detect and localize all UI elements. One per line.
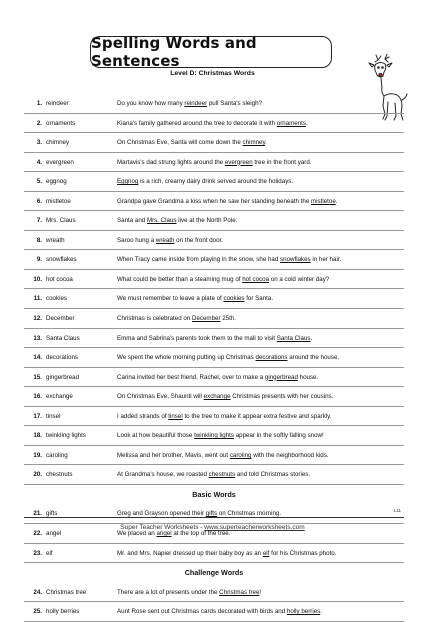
example-sentence [117, 133, 267, 153]
spelling-word: holly berries [46, 608, 80, 616]
word-row [24, 289, 404, 309]
sentence-text: . [305, 119, 308, 127]
christmas-words-list [24, 94, 404, 485]
sentence-text: in her hair. [310, 256, 342, 264]
word-number: 18. [33, 432, 42, 440]
example-sentence [117, 231, 223, 251]
example-sentence [117, 602, 322, 622]
spelling-list [24, 94, 404, 622]
underlined-word: Eggnog [117, 178, 139, 186]
footer-prefix: Super Teacher Worksheets - [120, 524, 205, 531]
word-number: 16. [33, 393, 42, 401]
word-row [24, 368, 404, 388]
underlined-word: Christmas tree [219, 588, 260, 596]
word-number: 21. [33, 510, 42, 518]
example-sentence [117, 544, 336, 564]
underlined-word: Mrs. Claus [146, 217, 177, 225]
footer-divider [24, 517, 404, 518]
sentence-text: . [335, 197, 338, 205]
challenge-words-list [24, 583, 404, 622]
word-row [24, 94, 404, 114]
word-number: 2. [36, 119, 42, 127]
spelling-word: gifts [46, 510, 58, 518]
example-sentence [117, 211, 237, 231]
spelling-word: December [46, 315, 75, 323]
word-number: 6. [36, 197, 42, 205]
example-sentence [117, 387, 333, 407]
underlined-word: chestnuts [208, 471, 236, 479]
word-number: 25. [33, 608, 42, 616]
spelling-word: wreath [46, 236, 65, 244]
word-row [24, 211, 404, 231]
spelling-word: snowflakes [46, 256, 77, 264]
spelling-word: Santa Claus [46, 334, 80, 342]
sentence-text: I added strands of [117, 412, 169, 420]
sentence-text: We spent the whole morning putting up Christmas [117, 354, 256, 362]
underlined-word: reindeer [184, 100, 208, 107]
word-row [24, 544, 404, 564]
spelling-word: chestnuts [46, 471, 73, 479]
sentence-text: and told Christmas stories. [235, 471, 311, 479]
example-sentence [117, 329, 312, 349]
example-sentence [117, 172, 293, 192]
word-number: 12. [33, 315, 42, 323]
footer-link[interactable]: www.superteacherworksheets.com [204, 524, 305, 531]
word-row [24, 426, 404, 446]
sentence-text: for his Christmas photo. [269, 549, 337, 557]
sentence-text: We must remember to leave a plate of [117, 295, 224, 303]
underlined-word: twinkling lights [194, 432, 234, 440]
sentence-text: Grandpa gave Grandma a kiss when he saw her standing beneath the [117, 197, 311, 205]
basic-words-list [24, 504, 404, 563]
word-number: 19. [33, 451, 42, 459]
underlined-word: exchange [203, 393, 231, 401]
spelling-word: mistletoe [46, 197, 71, 205]
spelling-word: chimney [46, 139, 70, 147]
example-sentence [117, 426, 324, 446]
example-sentence [117, 407, 332, 427]
sentence-text: Saroo hung a [117, 236, 156, 244]
sentence-text: appear in the softly falling snow! [233, 432, 324, 440]
example-sentence [117, 368, 318, 388]
spelling-word: Christmas tree [46, 588, 87, 596]
underlined-word: December [191, 315, 221, 323]
page-subtitle: Level D: Christmas Words [170, 70, 255, 77]
sentence-text: Santa and [117, 217, 147, 225]
underlined-word: holly berries [286, 608, 321, 616]
word-number: 23. [33, 549, 42, 557]
spelling-word: reindeer [46, 100, 69, 107]
sentence-text: Mr. and Mrs. Napier dressed up their baby boy as an [117, 549, 263, 557]
sentence-text: Do you know how many [117, 100, 185, 107]
word-number: 8. [36, 236, 42, 244]
spelling-word: tinsel [46, 412, 61, 420]
sentence-text: live at the North Pole. [176, 217, 238, 225]
sentence-text: on a cold winter day? [269, 275, 330, 283]
word-row [24, 172, 404, 192]
challenge-words-heading: Challenge Words [184, 568, 244, 578]
sentence-text: On Christmas Eve, Shaunti will [117, 393, 204, 401]
sentence-text: Carina invited her best friend, Rachel, over to make a [117, 373, 265, 381]
underlined-word: mistletoe [311, 197, 336, 205]
word-number: 5. [36, 178, 42, 186]
sentence-text: tree in the front yard. [252, 158, 312, 166]
spelling-word: evergreen [46, 158, 74, 166]
sentence-text: On Christmas Eve, Santa will come down the [117, 139, 243, 147]
sentence-text: for Santa. [244, 295, 274, 303]
footer [0, 524, 425, 531]
page-title: Spelling Words and Sentences [90, 36, 332, 68]
word-row [24, 583, 404, 603]
sentence-text: Emma and Sabrina's parents took them to the mall to visit [117, 334, 277, 342]
word-row [24, 133, 404, 153]
example-sentence [117, 270, 329, 290]
word-number: 24. [33, 588, 42, 596]
row-divider [24, 562, 404, 563]
sentence-text: Aunt Rose sent out Christmas cards decorated with birds and [117, 608, 287, 616]
underlined-word: hot cocoa [242, 275, 270, 283]
spelling-word: angel [46, 529, 62, 537]
underlined-word: ornaments [276, 119, 306, 127]
word-row [24, 309, 404, 329]
sentence-text: Look at how beautiful those [117, 432, 195, 440]
sentence-text: What could be better than a steaming mug of [117, 275, 243, 283]
sentence-text: Christmas presents with her cousins. [230, 393, 334, 401]
word-number: 10. [33, 275, 42, 283]
word-row [24, 387, 404, 407]
sentence-text: around the house. [287, 354, 340, 362]
word-row [24, 231, 404, 251]
underlined-word: cookies [223, 295, 245, 303]
word-row [24, 504, 404, 524]
spelling-word: elf [46, 549, 53, 557]
underlined-word: chimney [242, 139, 266, 147]
word-row [24, 250, 404, 270]
sentence-text: with the neighborhood kids. [251, 451, 329, 459]
sentence-text: . [320, 608, 322, 616]
spelling-word: decorations [46, 354, 78, 362]
word-row [24, 153, 404, 173]
sentence-text: house. [297, 373, 319, 381]
sentence-text: to the tree to make it appear extra festive and sparkly. [182, 412, 332, 420]
spelling-word: exchange [46, 393, 73, 401]
sentence-text: When Tracy came inside from playing in the snow, she had [117, 256, 281, 264]
word-row [24, 465, 404, 485]
word-number: 1. [36, 100, 42, 107]
spelling-word: ornaments [46, 119, 76, 127]
underlined-word: wreath [155, 236, 175, 244]
spelling-word: caroling [46, 451, 68, 459]
sentence-text: at the top of the tree. [171, 529, 231, 537]
example-sentence [117, 309, 236, 329]
sentence-text: At Grandma's house, we roasted [117, 471, 209, 479]
word-row [24, 270, 404, 290]
example-sentence [117, 250, 341, 270]
word-number: 3. [36, 139, 42, 147]
sentence-text: Kiana's family gathered around the tree to decorate it with [117, 119, 277, 127]
example-sentence [117, 192, 338, 212]
sentence-text: . [265, 139, 267, 147]
word-number: 4. [36, 158, 42, 166]
example-sentence [117, 114, 308, 134]
word-row [24, 329, 404, 349]
word-number: 13. [33, 334, 42, 342]
sentence-text: Christmas is celebrated on [117, 315, 192, 323]
example-sentence [117, 348, 339, 368]
example-sentence [117, 583, 261, 603]
word-row [24, 446, 404, 466]
sentence-text: is a rich, creamy dairy drink served around the holidays. [138, 178, 294, 186]
underlined-word: evergreen [224, 158, 253, 166]
example-sentence [117, 504, 281, 524]
underlined-word: caroling [229, 451, 252, 459]
underlined-word: tinsel [168, 412, 183, 420]
underlined-word: gifts [205, 510, 218, 518]
underlined-word: decorations [255, 354, 288, 362]
underlined-word: elf [262, 549, 270, 557]
sentence-text: Greg and Grayson opened their [117, 510, 206, 518]
word-number: 20. [33, 471, 42, 479]
sentence-text: 25th. [220, 315, 237, 323]
sentence-text: pull Santa's sleigh? [207, 100, 262, 107]
word-number: 15. [33, 373, 42, 381]
sentence-text: on the front door. [174, 236, 223, 244]
basic-words-heading: Basic Words [192, 489, 236, 499]
word-number: 9. [36, 256, 42, 264]
underlined-word: snowflakes [280, 256, 311, 264]
underlined-word: gingerbread [264, 373, 298, 381]
word-number: 22. [33, 529, 42, 537]
word-row [24, 114, 404, 134]
sentence-text: . [310, 334, 313, 342]
spelling-word: twinkling lights [46, 432, 86, 440]
word-number: 11. [33, 295, 42, 303]
spelling-word: cookies [46, 295, 67, 303]
example-sentence [117, 153, 312, 173]
word-number: 17. [33, 412, 42, 420]
example-sentence [117, 94, 262, 114]
word-number: 7. [36, 217, 42, 225]
sentence-text: There are a lot of presents under the [117, 588, 220, 596]
word-row [24, 348, 404, 368]
sentence-text: We placed an [117, 529, 157, 537]
row-divider [24, 484, 404, 485]
sentence-text: Melissa and her brother, Mavis, went out [117, 451, 230, 459]
spelling-word: Mrs. Claus [46, 217, 76, 225]
word-number: 14. [33, 354, 42, 362]
word-row [24, 192, 404, 212]
page-code: L11 [393, 508, 401, 513]
word-row [24, 602, 404, 622]
underlined-word: Santa Claus [276, 334, 311, 342]
spelling-word: gingerbread [46, 373, 80, 381]
word-row [24, 407, 404, 427]
example-sentence [117, 465, 310, 485]
spelling-word: eggnog [46, 178, 67, 186]
sentence-text: ! [259, 588, 262, 596]
sentence-text: on Christmas morning. [217, 510, 282, 518]
example-sentence [117, 446, 329, 466]
underlined-word: angel [156, 529, 172, 537]
example-sentence [117, 289, 273, 309]
spelling-word: hot cocoa [46, 275, 73, 283]
sentence-text: Martavis's dad strung lights around the [117, 158, 225, 166]
